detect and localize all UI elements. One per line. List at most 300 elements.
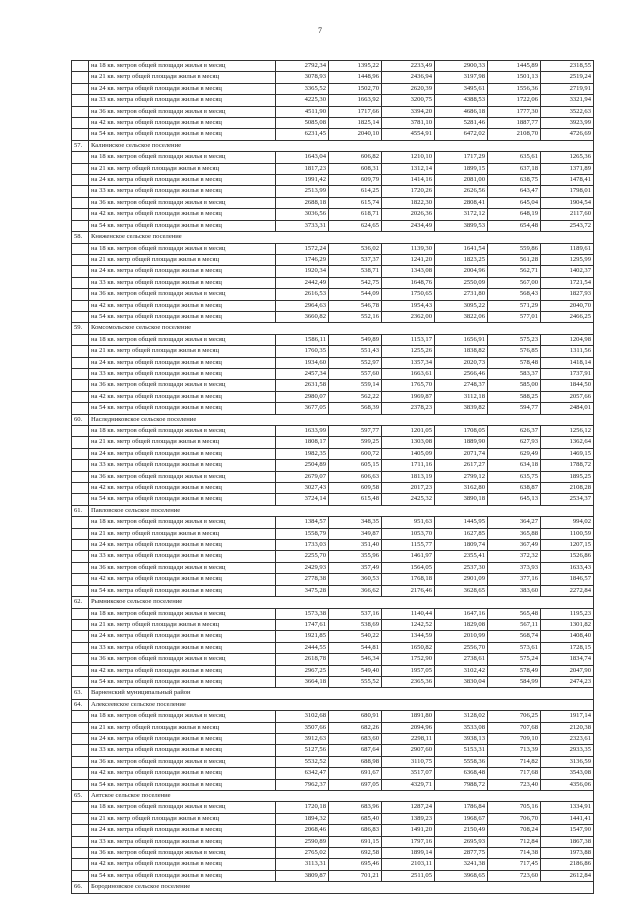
value-cell: 2556,70	[435, 642, 488, 653]
value-cell: 3968,65	[435, 870, 488, 881]
norm-label: на 42 кв. метра общей площади жилья в месяц	[89, 209, 276, 220]
table-row	[72, 403, 594, 414]
value-cell: 1189,61	[541, 243, 594, 254]
value-cell: 1788,72	[541, 460, 594, 471]
value-cell: 4225,30	[276, 95, 329, 106]
value-cell: 3113,31	[276, 859, 329, 870]
value-cell: 2020,73	[435, 357, 488, 368]
table-row	[72, 175, 594, 186]
value-cell: 351,40	[329, 540, 382, 551]
value-cell: 951,63	[382, 517, 435, 528]
section-number: 57.	[72, 140, 89, 151]
value-cell: 1301,82	[541, 619, 594, 630]
row-number-cell	[72, 289, 89, 300]
value-cell: 1750,65	[382, 289, 435, 300]
value-cell: 686,83	[329, 825, 382, 836]
value-cell: 6231,45	[276, 129, 329, 140]
section-header-row	[72, 597, 594, 608]
table-row	[72, 426, 594, 437]
value-cell: 3724,14	[276, 494, 329, 505]
section-header-row	[72, 414, 594, 425]
value-cell: 542,75	[329, 277, 382, 288]
row-number-cell	[72, 346, 89, 357]
table-row	[72, 83, 594, 94]
value-cell: 1343,08	[382, 266, 435, 277]
norm-label: на 54 кв. метра общей площади жилья в месяц	[89, 676, 276, 687]
norm-label: на 18 кв. метров общей площади жилья в месяц	[89, 711, 276, 722]
value-cell: 1808,17	[276, 437, 329, 448]
value-cell: 1844,50	[541, 380, 594, 391]
value-cell: 2617,27	[435, 460, 488, 471]
value-cell: 3507,66	[276, 722, 329, 733]
row-number-cell	[72, 209, 89, 220]
norm-label: на 18 кв. метров общей площади жилья в месяц	[89, 517, 276, 528]
table-row	[72, 72, 594, 83]
value-cell: 2425,32	[382, 494, 435, 505]
value-cell: 3078,93	[276, 72, 329, 83]
value-cell: 643,47	[488, 186, 541, 197]
value-cell: 1717,29	[435, 152, 488, 163]
table-row	[72, 654, 594, 665]
value-cell: 3102,42	[435, 665, 488, 676]
value-cell: 2040,10	[329, 129, 382, 140]
row-number-cell	[72, 186, 89, 197]
value-cell: 994,02	[541, 517, 594, 528]
value-cell: 615,74	[329, 197, 382, 208]
norm-label: на 54 кв. метра общей площади жилья в месяц	[89, 494, 276, 505]
value-cell: 2765,02	[276, 848, 329, 859]
section-title: Калиниское сельское поселение	[89, 140, 594, 151]
table-row	[72, 494, 594, 505]
norm-label: на 54 кв. метра общей площади жилья в месяц	[89, 403, 276, 414]
value-cell: 1737,91	[541, 368, 594, 379]
value-cell: 683,96	[329, 802, 382, 813]
row-number-cell	[72, 163, 89, 174]
norm-label: на 24 кв. метра общей площади жилья в месяц	[89, 357, 276, 368]
value-cell: 2799,12	[435, 471, 488, 482]
value-cell: 7962,37	[276, 779, 329, 790]
value-cell: 1311,56	[541, 346, 594, 357]
value-cell: 645,13	[488, 494, 541, 505]
value-cell: 1418,14	[541, 357, 594, 368]
value-cell: 1982,35	[276, 448, 329, 459]
value-cell: 2466,25	[541, 311, 594, 322]
value-cell: 1389,23	[382, 813, 435, 824]
norm-label: на 54 кв. метра общей площади жилья в месяц	[89, 779, 276, 790]
row-number-cell	[72, 83, 89, 94]
norm-label: на 54 кв. метра общей площади жилья в месяц	[89, 870, 276, 881]
norm-label: на 42 кв. метра общей площади жилья в месяц	[89, 574, 276, 585]
value-cell: 2318,55	[541, 61, 594, 72]
table-row	[72, 825, 594, 836]
value-cell: 3394,20	[382, 106, 435, 117]
value-cell: 1641,54	[435, 243, 488, 254]
value-cell: 1656,91	[435, 334, 488, 345]
section-number: 58.	[72, 232, 89, 243]
norm-label: на 42 кв. метра общей площади жилья в месяц	[89, 391, 276, 402]
table-row	[72, 665, 594, 676]
row-number-cell	[72, 733, 89, 744]
section-title: Комсомольское сельское поселение	[89, 323, 594, 334]
section-header-row	[72, 688, 594, 699]
value-cell: 5532,52	[276, 756, 329, 767]
value-cell: 562,22	[329, 391, 382, 402]
table-row	[72, 197, 594, 208]
table-row	[72, 254, 594, 265]
value-cell: 1663,61	[382, 368, 435, 379]
value-cell: 2688,18	[276, 197, 329, 208]
value-cell: 2120,38	[541, 722, 594, 733]
value-cell: 1827,93	[541, 289, 594, 300]
value-cell: 578,48	[488, 357, 541, 368]
value-cell: 1586,11	[276, 334, 329, 345]
value-cell: 3809,87	[276, 870, 329, 881]
value-cell: 2543,72	[541, 220, 594, 231]
section-title: Бородиновское сельское поселение	[89, 882, 594, 893]
value-cell: 2534,37	[541, 494, 594, 505]
norm-label: на 24 кв. метра общей площади жилья в месяц	[89, 448, 276, 459]
value-cell: 1195,23	[541, 608, 594, 619]
table-row	[72, 380, 594, 391]
value-cell: 1287,24	[382, 802, 435, 813]
value-cell: 697,05	[329, 779, 382, 790]
row-number-cell	[72, 517, 89, 528]
value-cell: 2442,49	[276, 277, 329, 288]
table-row	[72, 779, 594, 790]
section-title: Алексеевское сельское поселение	[89, 699, 594, 710]
value-cell: 3664,18	[276, 676, 329, 687]
norm-label: на 33 кв. метра общей площади жилья в месяц	[89, 836, 276, 847]
value-cell: 3822,06	[435, 311, 488, 322]
value-cell: 2017,23	[382, 483, 435, 494]
table-row	[72, 186, 594, 197]
row-number-cell	[72, 243, 89, 254]
row-number-cell	[72, 608, 89, 619]
value-cell: 1720,26	[382, 186, 435, 197]
norm-label: на 21 кв. метр общей площади жилья в месяц	[89, 722, 276, 733]
section-title: Княженское сельское поселение	[89, 232, 594, 243]
value-cell: 1894,32	[276, 813, 329, 824]
value-cell: 723,40	[488, 779, 541, 790]
value-cell: 706,70	[488, 813, 541, 824]
table-row	[72, 483, 594, 494]
value-cell: 575,24	[488, 654, 541, 665]
section-title: Рымникское сельское поселение	[89, 597, 594, 608]
value-cell: 1991,42	[276, 175, 329, 186]
value-cell: 599,25	[329, 437, 382, 448]
norm-label: на 33 кв. метра общей площади жилья в месяц	[89, 95, 276, 106]
norm-label: на 36 кв. метров общей площади жилья в месяц	[89, 380, 276, 391]
value-cell: 1825,14	[329, 118, 382, 129]
value-cell: 605,15	[329, 460, 382, 471]
row-number-cell	[72, 471, 89, 482]
value-cell: 1746,29	[276, 254, 329, 265]
value-cell: 365,88	[488, 528, 541, 539]
value-cell: 6472,02	[435, 129, 488, 140]
value-cell: 2365,36	[382, 676, 435, 687]
value-cell: 1210,10	[382, 152, 435, 163]
value-cell: 544,81	[329, 642, 382, 653]
value-cell: 685,40	[329, 813, 382, 824]
value-cell: 2537,30	[435, 562, 488, 573]
value-cell: 357,49	[329, 562, 382, 573]
row-number-cell	[72, 483, 89, 494]
section-number: 62.	[72, 597, 89, 608]
value-cell: 2511,05	[382, 870, 435, 881]
value-cell: 2233,49	[382, 61, 435, 72]
value-cell: 1887,77	[488, 118, 541, 129]
norm-label: на 18 кв. метров общей площади жилья в месяц	[89, 61, 276, 72]
value-cell: 634,18	[488, 460, 541, 471]
value-cell: 552,97	[329, 357, 382, 368]
norm-label: на 36 кв. метров общей площади жилья в месяц	[89, 197, 276, 208]
value-cell: 552,16	[329, 311, 382, 322]
value-cell: 2026,36	[382, 209, 435, 220]
row-number-cell	[72, 220, 89, 231]
value-cell: 2176,46	[382, 585, 435, 596]
value-cell: 3200,75	[382, 95, 435, 106]
value-cell: 575,23	[488, 334, 541, 345]
value-cell: 1777,30	[488, 106, 541, 117]
section-number: 61.	[72, 505, 89, 516]
table-row	[72, 745, 594, 756]
value-cell: 544,09	[329, 289, 382, 300]
value-cell: 1838,82	[435, 346, 488, 357]
norm-label: на 18 кв. метров общей площади жилья в месяц	[89, 152, 276, 163]
value-cell: 2967,25	[276, 665, 329, 676]
value-cell: 383,60	[488, 585, 541, 596]
value-cell: 4388,53	[435, 95, 488, 106]
value-cell: 1448,96	[329, 72, 382, 83]
table-row	[72, 836, 594, 847]
value-cell: 2117,60	[541, 209, 594, 220]
value-cell: 1155,77	[382, 540, 435, 551]
value-cell: 1445,95	[435, 517, 488, 528]
value-cell: 4726,69	[541, 129, 594, 140]
value-cell: 1786,84	[435, 802, 488, 813]
value-cell: 1295,99	[541, 254, 594, 265]
row-number-cell	[72, 619, 89, 630]
row-number-cell	[72, 779, 89, 790]
row-number-cell	[72, 152, 89, 163]
value-cell: 1728,15	[541, 642, 594, 653]
value-cell: 568,39	[329, 403, 382, 414]
value-cell: 6342,47	[276, 768, 329, 779]
value-cell: 2519,24	[541, 72, 594, 83]
value-cell: 2792,34	[276, 61, 329, 72]
value-cell: 705,16	[488, 802, 541, 813]
value-cell: 1395,22	[329, 61, 382, 72]
value-cell: 1547,90	[541, 825, 594, 836]
value-cell: 712,84	[488, 836, 541, 847]
value-cell: 1408,40	[541, 631, 594, 642]
row-number-cell	[72, 391, 89, 402]
table-row	[72, 209, 594, 220]
section-title: Наследниковское сельское поселение	[89, 414, 594, 425]
value-cell: 1920,34	[276, 266, 329, 277]
table-row	[72, 631, 594, 642]
value-cell: 635,75	[488, 471, 541, 482]
value-cell: 1572,24	[276, 243, 329, 254]
value-cell: 2901,09	[435, 574, 488, 585]
value-cell: 1733,03	[276, 540, 329, 551]
table-row	[72, 220, 594, 231]
value-cell: 3912,63	[276, 733, 329, 744]
table-body	[72, 61, 594, 894]
value-cell: 2094,96	[382, 722, 435, 733]
value-cell: 1752,90	[382, 654, 435, 665]
norm-label: на 42 кв. метра общей площади жилья в месяц	[89, 483, 276, 494]
norm-label: на 18 кв. метров общей площади жилья в месяц	[89, 334, 276, 345]
row-number-cell	[72, 106, 89, 117]
row-number-cell	[72, 129, 89, 140]
section-title: Варненский муниципальный район	[89, 688, 594, 699]
table-row	[72, 540, 594, 551]
value-cell: 1934,60	[276, 357, 329, 368]
row-number-cell	[72, 460, 89, 471]
table-row	[72, 163, 594, 174]
norm-label: на 33 кв. метра общей площади жилья в месяц	[89, 642, 276, 653]
value-cell: 1334,91	[541, 802, 594, 813]
table-row	[72, 300, 594, 311]
norm-label: на 36 кв. метров общей площади жилья в месяц	[89, 654, 276, 665]
section-header-row	[72, 882, 594, 893]
value-cell: 2081,00	[435, 175, 488, 186]
row-number-cell	[72, 654, 89, 665]
value-cell: 615,48	[329, 494, 382, 505]
table-row	[72, 528, 594, 539]
table-row	[72, 722, 594, 733]
value-cell: 2474,23	[541, 676, 594, 687]
row-number-cell	[72, 745, 89, 756]
value-cell: 1502,70	[329, 83, 382, 94]
norm-label: на 42 кв. метра общей площади жилья в месяц	[89, 768, 276, 779]
value-cell: 1895,25	[541, 471, 594, 482]
row-number-cell	[72, 334, 89, 345]
value-cell: 3136,59	[541, 756, 594, 767]
value-cell: 638,87	[488, 483, 541, 494]
value-cell: 1721,54	[541, 277, 594, 288]
value-cell: 687,64	[329, 745, 382, 756]
value-cell: 2255,70	[276, 551, 329, 562]
value-cell: 2457,34	[276, 368, 329, 379]
table-row	[72, 768, 594, 779]
value-cell: 618,71	[329, 209, 382, 220]
value-cell: 567,11	[488, 619, 541, 630]
value-cell: 1402,37	[541, 266, 594, 277]
norm-label: на 18 кв. метров общей площади жилья в месяц	[89, 608, 276, 619]
value-cell: 1564,05	[382, 562, 435, 573]
value-cell: 1501,13	[488, 72, 541, 83]
value-cell: 1445,89	[488, 61, 541, 72]
table-row	[72, 289, 594, 300]
table-row	[72, 129, 594, 140]
value-cell: 2738,61	[435, 654, 488, 665]
table-row	[72, 391, 594, 402]
value-cell: 1556,36	[488, 83, 541, 94]
value-cell: 594,77	[488, 403, 541, 414]
norm-label: на 42 кв. метра общей площади жилья в месяц	[89, 665, 276, 676]
value-cell: 372,32	[488, 551, 541, 562]
value-cell: 4329,71	[382, 779, 435, 790]
value-cell: 654,48	[488, 220, 541, 231]
table-row	[72, 562, 594, 573]
value-cell: 1643,04	[276, 152, 329, 163]
table-row	[72, 585, 594, 596]
value-cell: 538,71	[329, 266, 382, 277]
value-cell: 691,67	[329, 768, 382, 779]
value-cell: 3110,75	[382, 756, 435, 767]
value-cell: 2748,37	[435, 380, 488, 391]
value-cell: 562,71	[488, 266, 541, 277]
norm-label: на 36 кв. метров общей площади жилья в месяц	[89, 471, 276, 482]
value-cell: 1823,25	[435, 254, 488, 265]
section-title: Аятское сельское поселение	[89, 791, 594, 802]
value-cell: 540,22	[329, 631, 382, 642]
value-cell: 4511,90	[276, 106, 329, 117]
value-cell: 692,58	[329, 848, 382, 859]
value-cell: 1829,08	[435, 619, 488, 630]
row-number-cell	[72, 768, 89, 779]
value-cell: 1241,20	[382, 254, 435, 265]
row-number-cell	[72, 676, 89, 687]
value-cell: 1441,41	[541, 813, 594, 824]
value-cell: 4686,18	[435, 106, 488, 117]
norm-label: на 24 кв. метра общей площади жилья в месяц	[89, 266, 276, 277]
value-cell: 695,46	[329, 859, 382, 870]
value-cell: 597,77	[329, 426, 382, 437]
value-cell: 608,31	[329, 163, 382, 174]
value-cell: 1255,26	[382, 346, 435, 357]
value-cell: 7988,72	[435, 779, 488, 790]
value-cell: 2550,09	[435, 277, 488, 288]
value-cell: 2272,84	[541, 585, 594, 596]
value-cell: 549,40	[329, 665, 382, 676]
norm-label: на 24 кв. метра общей площади жилья в месяц	[89, 733, 276, 744]
norm-label: на 42 кв. метра общей площади жилья в месяц	[89, 118, 276, 129]
value-cell: 2513,99	[276, 186, 329, 197]
value-cell: 568,74	[488, 631, 541, 642]
value-cell: 606,82	[329, 152, 382, 163]
table-row	[72, 311, 594, 322]
value-cell: 2900,33	[435, 61, 488, 72]
value-cell: 1717,66	[329, 106, 382, 117]
value-cell: 5281,46	[435, 118, 488, 129]
table-row	[72, 266, 594, 277]
table-row	[72, 334, 594, 345]
value-cell: 3677,05	[276, 403, 329, 414]
norm-label: на 36 кв. метров общей площади жилья в месяц	[89, 756, 276, 767]
value-cell: 537,16	[329, 608, 382, 619]
norm-label: на 18 кв. метров общей площади жилья в месяц	[89, 426, 276, 437]
section-number: 59.	[72, 323, 89, 334]
value-cell: 537,37	[329, 254, 382, 265]
norm-label: на 33 кв. метра общей площади жилья в месяц	[89, 277, 276, 288]
row-number-cell	[72, 551, 89, 562]
value-cell: 551,43	[329, 346, 382, 357]
value-cell: 717,45	[488, 859, 541, 870]
value-cell: 546,34	[329, 654, 382, 665]
table-row	[72, 756, 594, 767]
value-cell: 723,60	[488, 870, 541, 881]
value-cell: 2695,93	[435, 836, 488, 847]
row-number-cell	[72, 756, 89, 767]
row-number-cell	[72, 540, 89, 551]
value-cell: 555,52	[329, 676, 382, 687]
value-cell: 3923,99	[541, 118, 594, 129]
value-cell: 348,35	[329, 517, 382, 528]
row-number-cell	[72, 300, 89, 311]
